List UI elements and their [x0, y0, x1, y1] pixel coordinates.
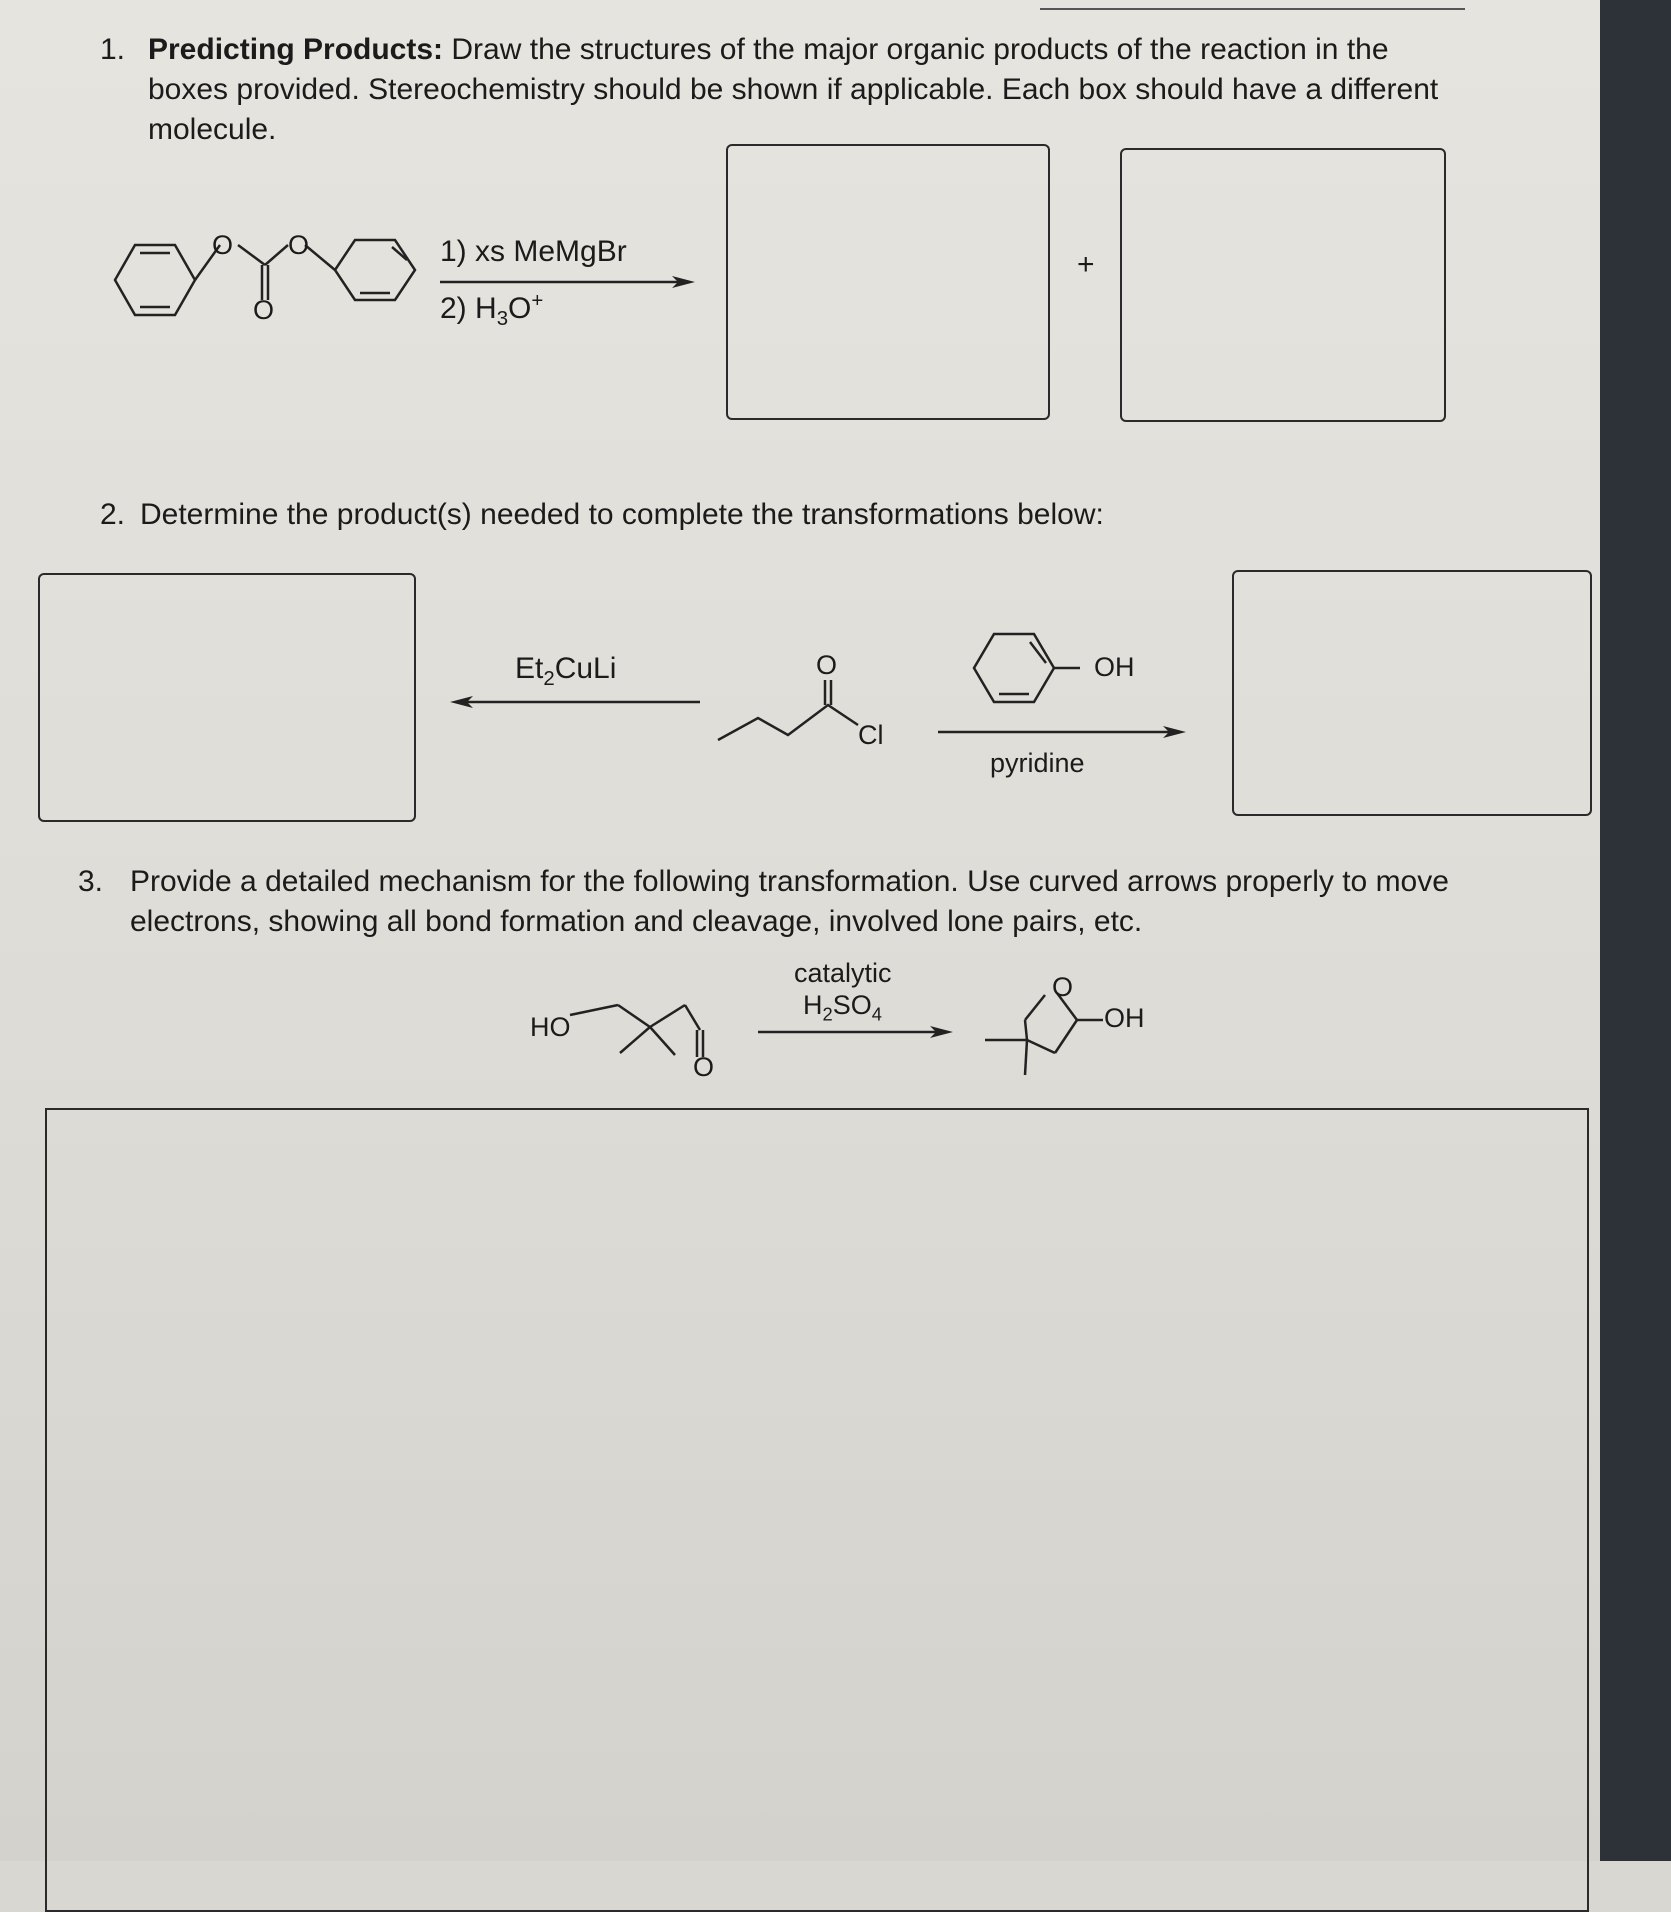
q2-left-reagent: $Et_2CuLi$ — [515, 652, 617, 690]
q3-product-hydroxyl: OH — [1104, 1003, 1145, 1033]
q2-left-arrow — [450, 694, 700, 714]
q1-oxygen-carbonyl: O — [253, 295, 275, 325]
q3-reaction-arrow — [758, 1024, 958, 1044]
q3-ring-oxygen: O — [1052, 972, 1074, 1002]
q2-answer-box-left[interactable] — [38, 573, 416, 822]
q1-text: Draw the structures of the major organic products of the reaction in the boxes provided. Stereochemistry should be shown if applicable. Each box should have a different molecule. — [148, 33, 1439, 146]
q2-number: 2. — [100, 498, 126, 531]
q1-title: Predicting Products: — [148, 33, 444, 66]
q2-phenol-oh: OH — [1094, 652, 1135, 682]
phenol-structure — [972, 626, 1092, 716]
q2-text: Determine the product(s) needed to complete the transformations below: — [140, 498, 1104, 531]
q1-reaction-arrow — [440, 272, 700, 292]
q2-right-reagent: pyridine — [990, 748, 1085, 778]
q3-catalyst-line1: catalytic — [794, 958, 892, 988]
q2-right-arrow — [938, 724, 1188, 744]
q3-hydroxyl-start: HO — [530, 1012, 571, 1042]
q2-carbonyl-oxygen: O — [816, 650, 838, 680]
q3-aldehyde-oxygen: O — [693, 1052, 715, 1082]
q1-answer-box-1[interactable] — [726, 144, 1050, 420]
q1-answer-box-2[interactable] — [1120, 148, 1446, 422]
q3-mechanism-answer-box[interactable] — [45, 1108, 1589, 1912]
page-edge-background — [1600, 0, 1671, 1861]
q1-oxygen-1: O — [212, 230, 234, 260]
q1-number: 1. — [100, 33, 126, 66]
q3-catalyst-line2: $H_2SO_4$ — [803, 990, 882, 1025]
butanoyl-chloride-structure — [718, 660, 878, 750]
q2-chlorine: Cl — [858, 720, 884, 750]
q3-starting-material-structure — [570, 995, 760, 1085]
q1-prompt — [148, 30, 1468, 150]
q1-plus-sign: + — [1077, 248, 1095, 281]
q1-reagent-2: 2) $H_3O^+$ — [440, 290, 544, 330]
q3-text: Provide a detailed mechanism for the following transformation. Use curved arrows properly to move electrons, showing all bond formation and cleavage, involved lone pairs, etc. — [130, 865, 1449, 938]
q1-reagent-1: 1) xs MeMgBr — [440, 235, 627, 268]
q1-oxygen-2: O — [288, 230, 310, 260]
q3-number: 3. — [78, 865, 104, 898]
student-name-line — [1040, 8, 1465, 10]
q2-answer-box-right[interactable] — [1232, 570, 1592, 816]
